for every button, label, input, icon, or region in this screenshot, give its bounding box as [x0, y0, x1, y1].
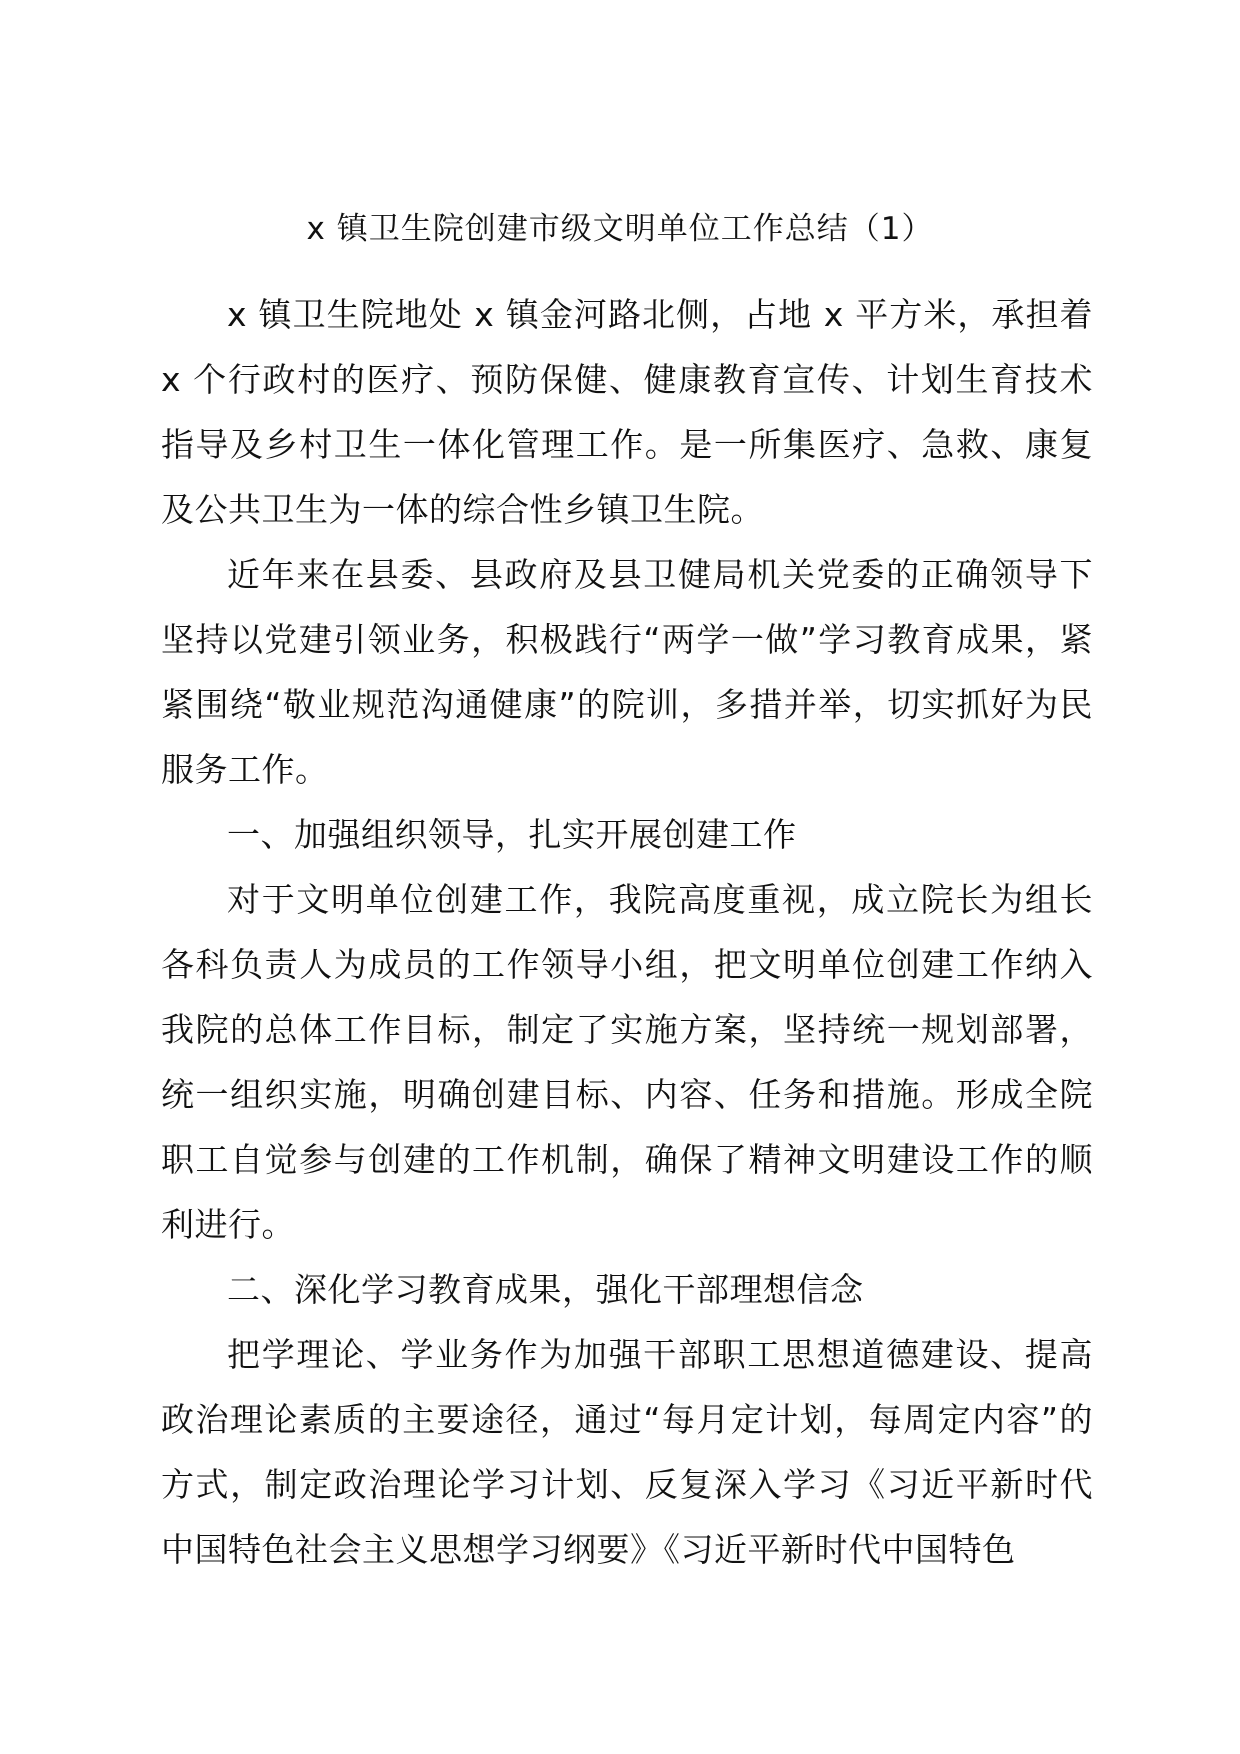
paragraph-intro: x 镇卫生院地处 x 镇金河路北侧，占地 x 平方米，承担着 x 个行政村的医疗、预防保健、健康教育宣传、计划生育技术指导及乡村卫生一体化管理工作。是一所集医疗、急救、康复及公共卫生为一体的综合性乡镇卫生院。: [161, 295, 1093, 529]
document-body: [161, 282, 1093, 1582]
paragraph-section-2: 把学理论、学业务作为加强干部职工思想道德建设、提高政治理论素质的主要途径，通过“每月定计划，每周定内容”的方式，制定政治理论学习计划、反复深入学习《习近平新时代中国特色社会主义思想学习纲要》《习近平新时代中国特色: [161, 1335, 1093, 1569]
paragraph-background: 近年来在县委、县政府及县卫健局机关党委的正确领导下坚持以党建引领业务，积极践行“两学一做”学习教育成果，紧紧围绕“敬业规范沟通健康”的院训，多措并举，切实抓好为民服务工作。: [161, 555, 1093, 789]
section-heading-1: 一、加强组织领导，扎实开展创建工作: [227, 815, 797, 854]
section-heading-2: 二、深化学习教育成果，强化干部理想信念: [227, 1270, 864, 1309]
document-title: x 镇卫生院创建市级文明单位工作总结（1）: [306, 211, 934, 247]
paragraph-section-1: 对于文明单位创建工作，我院高度重视，成立院长为组长各科负责人为成员的工作领导小组，把文明单位创建工作纳入我院的总体工作目标，制定了实施方案，坚持统一规划部署，统一组织实施，明确创建目标、内容、任务和措施。形成全院职工自觉参与创建的工作机制，确保了精神文明建设工作的顺利进行。: [161, 880, 1093, 1244]
